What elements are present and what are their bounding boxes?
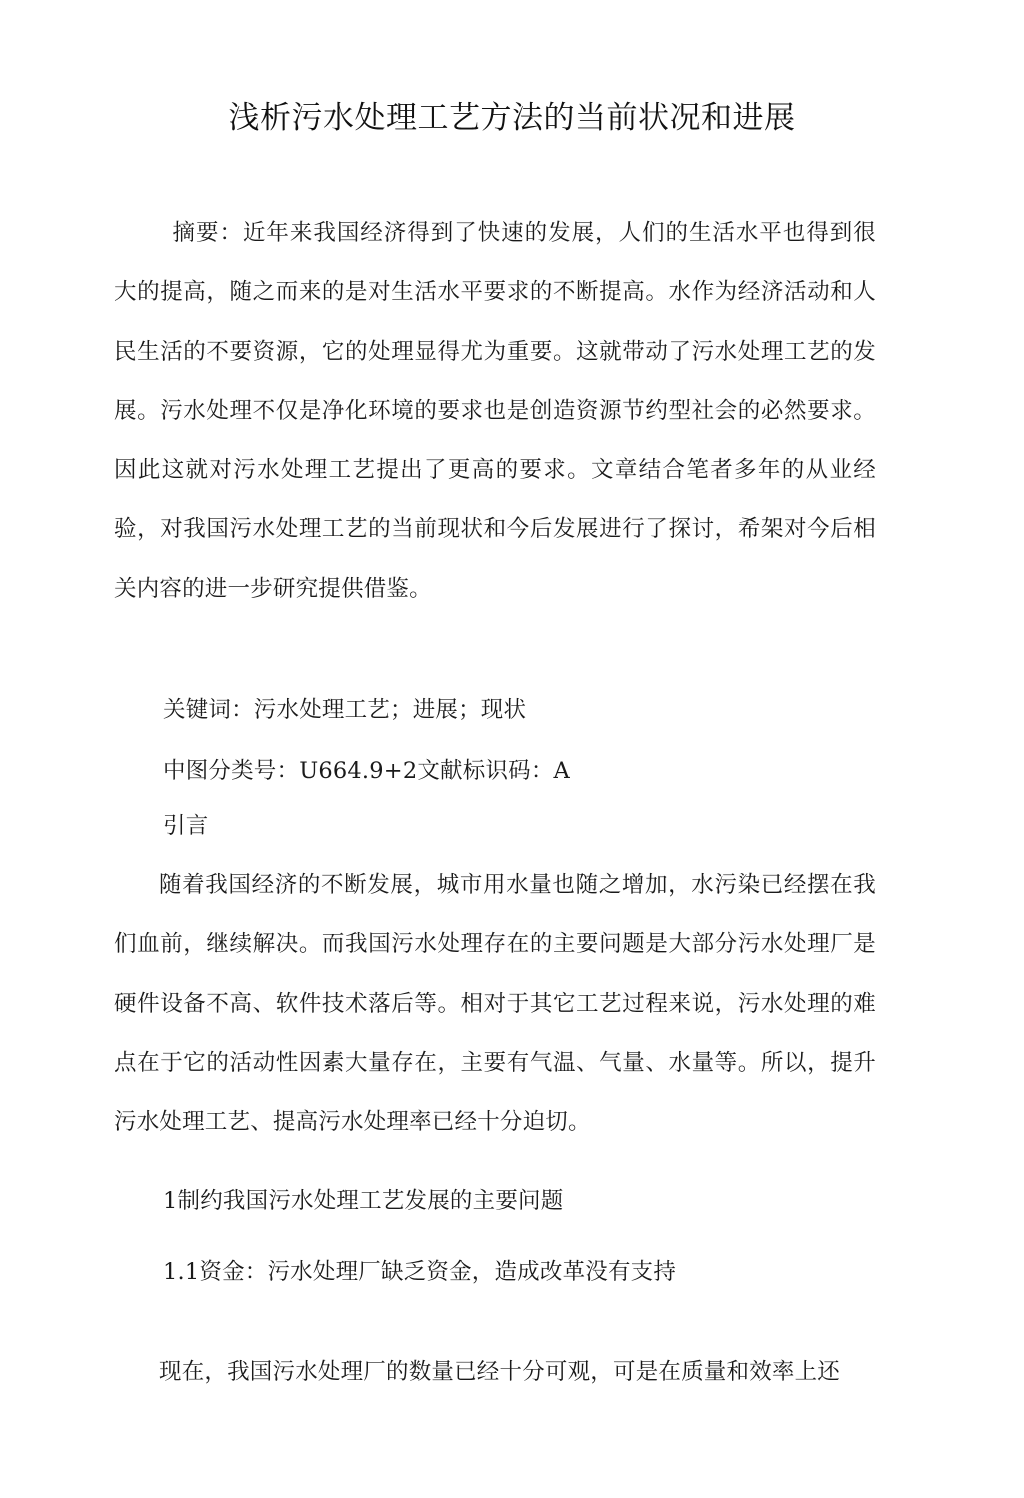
- section-1-1-heading: 1.1资金：污水处理厂缺乏资金，造成改革没有支持: [163, 1259, 677, 1285]
- abstract-paragraph: 摘要：近年来我国经济得到了快速的发展，人们的生活水平也得到很大的提高，随之而来的是对生活水平要求的不断提高。水作为经济活动和人民生活的不要资源，它的处理显得尤为重要。这就带动了污水处理工艺的发展。污水处理不仅是净化环境的要求也是创造资源节约型社会的必然要求。因此这就对污水处理工艺提出了更高的要求。文章结合笔者多年的从业经验，对我国污水处理工艺的当前现状和今后发展进行了探讨，希架对今后相关内容的进一步研究提供借鉴。: [114, 220, 876, 602]
- classification-line: 中图分类号：U664.9+2文献标识码：A: [163, 758, 570, 784]
- section-1-heading: 1制约我国污水处理工艺发展的主要问题: [163, 1188, 564, 1214]
- intro-heading: 引言: [163, 813, 209, 839]
- document-title: 浅析污水处理工艺方法的当前状况和进展: [228, 100, 796, 136]
- section-1-1-paragraph: 现在，我国污水处理厂的数量已经十分可观，可是在质量和效率上还: [159, 1359, 841, 1385]
- intro-paragraph: 随着我国经济的不断发展，城市用水量也随之增加，水污染已经摆在我们血前，继续解决。而我国污水处理存在的主要问题是大部分污水处理厂是硬件设备不高、软件技术落后等。相对于其它工艺过程来说，污水处理的难点在于它的活动性因素大量存在，主要有气温、气量、水量等。所以，提升污水处理工艺、提高污水处理率已经十分迫切。: [114, 872, 876, 1136]
- keywords-line: 关键词：污水处理工艺；进展；现状: [163, 697, 527, 723]
